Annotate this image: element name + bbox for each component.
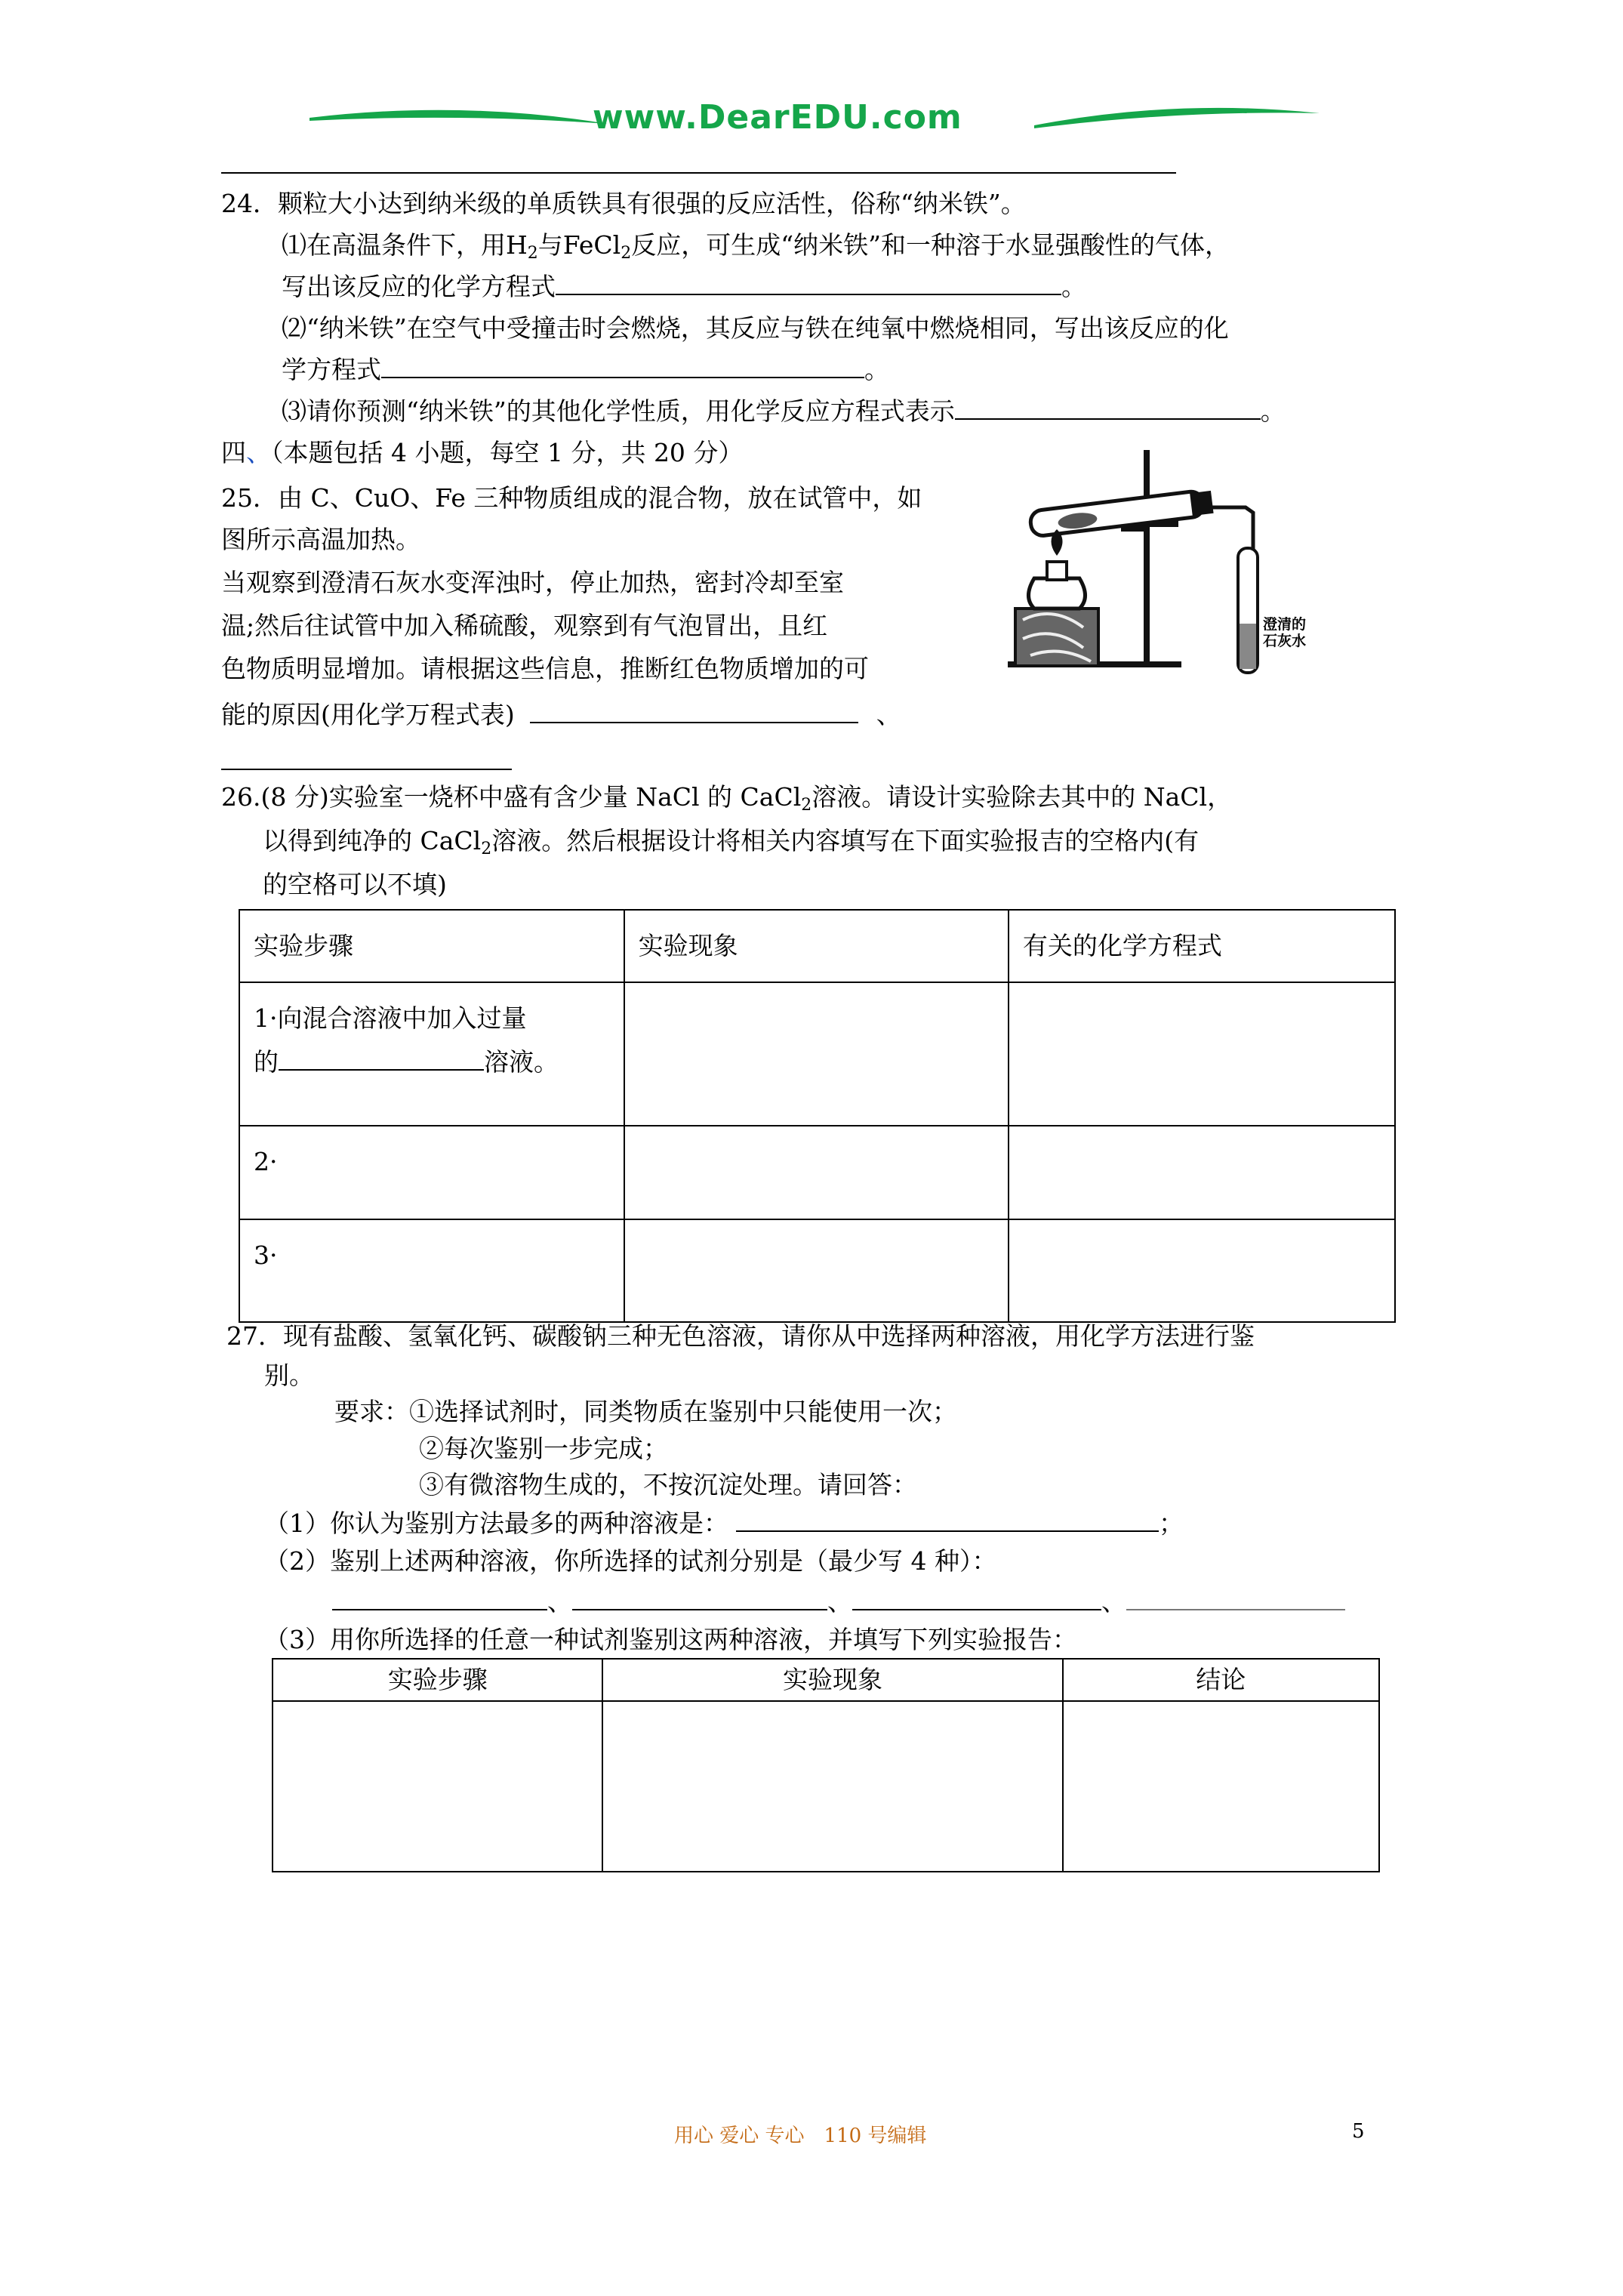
header-swoosh-left: [310, 97, 611, 142]
q25-line6: 能的原因(用化学万程式表) 、: [221, 700, 901, 729]
table-cell[interactable]: [1009, 1219, 1395, 1322]
q24-part1-line2: 写出该反应的化学方程式 。: [282, 272, 1086, 301]
answer-blank[interactable]: [852, 1586, 1101, 1610]
q27-requirement-3: ③有微溶物生成的，不按沉淀处理。请回答：: [419, 1470, 917, 1499]
q26-line2: 以得到纯净的 CaCl$_2$溶液。然后根据设计将相关内容填写在下面实验报吉的空格内(有: [263, 826, 1200, 858]
table-header: 结论: [1063, 1659, 1379, 1701]
table-cell[interactable]: [602, 1701, 1062, 1872]
q24-intro: 24．颗粒大小达到纳米级的单质铁具有很强的反应活性，俗称“纳米铁”。: [221, 189, 1026, 218]
answer-blank[interactable]: [572, 1586, 827, 1610]
table-header: 实验现象: [602, 1659, 1062, 1701]
answer-blank[interactable]: [221, 746, 512, 770]
table-cell-step-3[interactable]: 3·: [239, 1219, 624, 1322]
q25-line5: 色物质明显增加。请根据这些信息，推断红色物质增加的可: [221, 654, 869, 683]
table-header: 实验步骤: [273, 1659, 602, 1701]
answer-blank[interactable]: [279, 1046, 484, 1071]
answer-blank[interactable]: [955, 396, 1261, 420]
q24-part2-line1: ⑵“纳米铁”在空气中受撞击时会燃烧，其反应与铁在纯氧中燃烧相同，写出该反应的化: [282, 313, 1229, 343]
q27-requirement-2: ②每次鉴别一步完成；: [419, 1434, 668, 1463]
answer-blank[interactable]: [332, 1586, 547, 1610]
q25-line4: 温;然后往试管中加入稀硫酸，观察到有气泡冒出，且红: [221, 611, 828, 640]
q24-part1-line1: ⑴在高温条件下，用$H_2$与FeCl$_2$反应，可生成“纳米铁”和一种溶于水显强酸性的气体，: [282, 230, 1230, 263]
q27-line2: 别。: [264, 1361, 314, 1390]
table-cell[interactable]: [273, 1701, 602, 1872]
table-header: 有关的化学方程式: [1009, 910, 1395, 982]
q27-sub-3: （3）用你所选择的任意一种试剂鉴别这两种溶液，并填写下列实验报告：: [264, 1625, 1077, 1654]
q25-line2: 图所示高温加热。: [221, 525, 420, 554]
q27-requirement-1: 要求：①选择试剂时，同类物质在鉴别中只能使用一次；: [334, 1397, 957, 1426]
table-header: 实验步骤: [239, 910, 624, 982]
q25-line1: 25．由 C、CuO、Fe 三种物质组成的混合物，放在试管中，如: [221, 483, 922, 513]
table-cell[interactable]: [624, 1126, 1009, 1219]
q26-line3: 的空格可以不填): [263, 870, 447, 899]
answer-blank[interactable]: [1126, 1586, 1345, 1610]
q24-part2-line2: 学方程式 。: [282, 355, 889, 384]
q27-reagent-blanks: 、 、 、: [332, 1586, 1345, 1619]
q26-report-table: [239, 909, 1396, 1323]
q26-line1: 26.(8 分)实验室一烧杯中盛有含少量 NaCl 的 CaCl$_2$溶液。请设计实验除去其中的 NaCl，: [221, 782, 1233, 815]
q25-line3: 当观察到澄清石灰水变浑浊时，停止加热，密封冷却至室: [221, 568, 844, 597]
answer-blank[interactable]: [736, 1508, 1159, 1532]
table-cell[interactable]: [624, 982, 1009, 1126]
answer-blank[interactable]: [556, 271, 1061, 295]
header-logo: www.DearEDU.com: [593, 98, 962, 137]
table-cell[interactable]: [624, 1219, 1009, 1322]
apparatus-figure: [1008, 450, 1363, 676]
page-number: 5: [1352, 2120, 1365, 2143]
section-4-title: 四、（本题包括 4 小题，每空 1 分，共 20 分）: [221, 438, 744, 467]
table-cell[interactable]: [1009, 982, 1395, 1126]
q27-report-table: [272, 1658, 1380, 1872]
q27-line1: 27．现有盐酸、氢氧化钙、碳酸钠三种无色溶液，请你从中选择两种溶液，用化学方法进行鉴: [226, 1321, 1255, 1351]
q27-sub-1: （1）你认为鉴别方法最多的两种溶液是： ；: [264, 1509, 1184, 1538]
q24-part3: ⑶请你预测“纳米铁”的其他化学性质，用化学反应方程式表示 。: [282, 396, 1286, 426]
answer-blank[interactable]: [530, 699, 858, 723]
answer-blank[interactable]: [381, 354, 864, 378]
table-cell-step-1: 1·向混合溶液中加入过量 的 溶液。: [239, 982, 624, 1126]
figure-label-limewater: 澄清的 石灰水: [1263, 616, 1307, 649]
table-cell[interactable]: [1063, 1701, 1379, 1872]
table-header: 实验现象: [624, 910, 1009, 982]
table-cell-step-2[interactable]: 2·: [239, 1126, 624, 1219]
footer-text: 用心 爱心 专心 110 号编辑: [674, 2125, 927, 2147]
q27-sub-2: （2）鉴别上述两种溶液，你所选择的试剂分别是（最少写 4 种）：: [264, 1546, 997, 1576]
header-swoosh-right: [1034, 98, 1321, 143]
table-cell[interactable]: [1009, 1126, 1395, 1219]
header-rule: [221, 172, 1176, 174]
